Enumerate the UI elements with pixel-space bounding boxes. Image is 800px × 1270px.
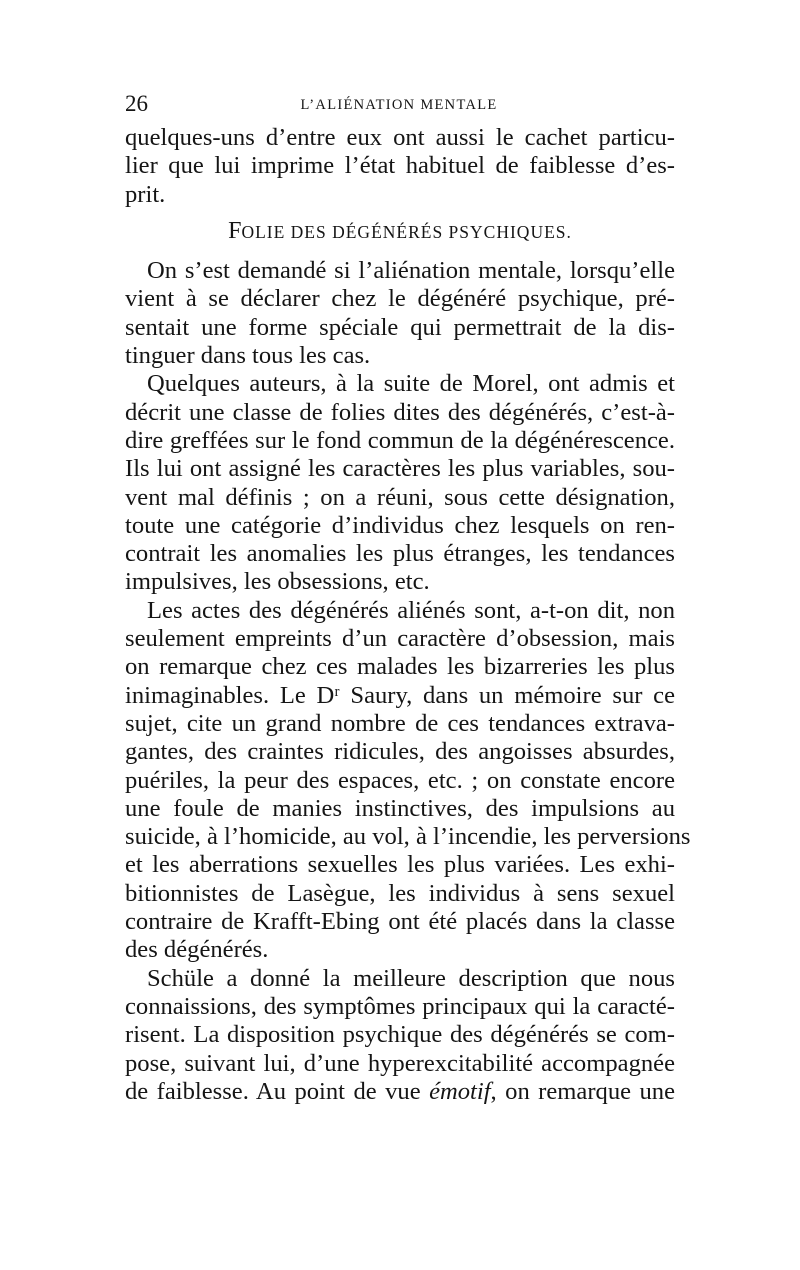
text-line: inimaginables. Le Dʳ Saury, dans un mémoire sur ce — [125, 681, 675, 709]
text-line: suicide, à l’homicide, au vol, à l’incendie, les perversions — [125, 823, 691, 851]
text-line: Les actes des dégénérés aliénés sont, a-t-on dit, non — [147, 596, 675, 624]
text-line: bitionnistes de Lasègue, les individus à sens sexuel — [125, 879, 675, 907]
text-line: vent mal définis ; on a réuni, sous cette désignation, — [125, 483, 675, 511]
text-line: toute une catégorie d’individus chez lesquels on ren- — [125, 511, 675, 539]
text-line: dire greffées sur le fond commun de la dégénérescence. — [125, 426, 675, 454]
section-heading-initial: F — [228, 217, 242, 244]
text-line: puériles, la peur des espaces, etc. ; on constate encore — [125, 766, 675, 794]
text-segment: de faiblesse. Au point de vue — [125, 1077, 430, 1105]
section-heading-rest: OLIE DES DÉGÉNÉRÉS PSYCHIQUES. — [241, 221, 572, 242]
text-line: Quelques auteurs, à la suite de Morel, ont admis et — [147, 370, 675, 398]
text-line: contraire de Krafft-Ebing ont été placés dans la classe — [125, 908, 675, 936]
text-line: sentait une forme spéciale qui permettrait de la dis- — [125, 313, 675, 341]
text-line: Schüle a donné la meilleure description que nous — [147, 964, 675, 992]
text-line: pose, suivant lui, d’une hyperexcitabilité accompagnée — [125, 1049, 675, 1077]
text-line: une foule de manies instinctives, des impulsions au — [125, 794, 675, 822]
text-line: seulement empreints d’un caractère d’obsession, mais — [125, 625, 675, 653]
text-line: lier que lui imprime l’état habituel de faiblesse d’es- — [125, 152, 675, 180]
page-header — [125, 92, 673, 116]
text-line: Ils lui ont assigné les caractères les plus variables, sou- — [125, 455, 675, 483]
text-segment: , on remarque une — [490, 1077, 675, 1105]
text-line: contrait les anomalies les plus étranges, les tendances — [125, 540, 675, 568]
text-line: on remarque chez ces malades les bizarreries les plus — [125, 653, 675, 681]
text-line: vient à se déclarer chez le dégénéré psychique, pré- — [125, 285, 675, 313]
text-line: sujet, cite un grand nombre de ces tendances extrava- — [125, 709, 675, 737]
text-line: des dégénérés. — [125, 936, 269, 964]
body-text — [125, 124, 691, 1106]
text-line: quelques-uns d’entre eux ont aussi le cachet particu- — [125, 124, 675, 151]
emphasized-word: émotif — [429, 1077, 491, 1105]
section-heading — [125, 217, 675, 245]
text-line: connaissions, des symptômes principaux qui la caracté- — [125, 992, 675, 1020]
running-head: L’ALIÉNATION MENTALE — [300, 97, 498, 113]
text-line: gantes, des craintes ridicules, des angoisses absurdes, — [125, 738, 675, 766]
page-number: 26 — [125, 91, 148, 116]
text-line: et les aberrations sexuelles les plus variées. Les exhi- — [125, 851, 675, 879]
text-line: décrit une classe de folies dites des dégénérés, c’est-à- — [125, 398, 675, 426]
text-line: On s’est demandé si l’aliénation mentale, lorsqu’elle — [147, 257, 675, 285]
text-line: prit. — [125, 180, 166, 208]
text-line — [125, 1078, 675, 1106]
text-line: tinguer dans tous les cas. — [125, 342, 371, 370]
text-line: impulsives, les obsessions, etc. — [125, 568, 430, 596]
text-line: risent. La disposition psychique des dégénérés se com- — [125, 1021, 675, 1049]
